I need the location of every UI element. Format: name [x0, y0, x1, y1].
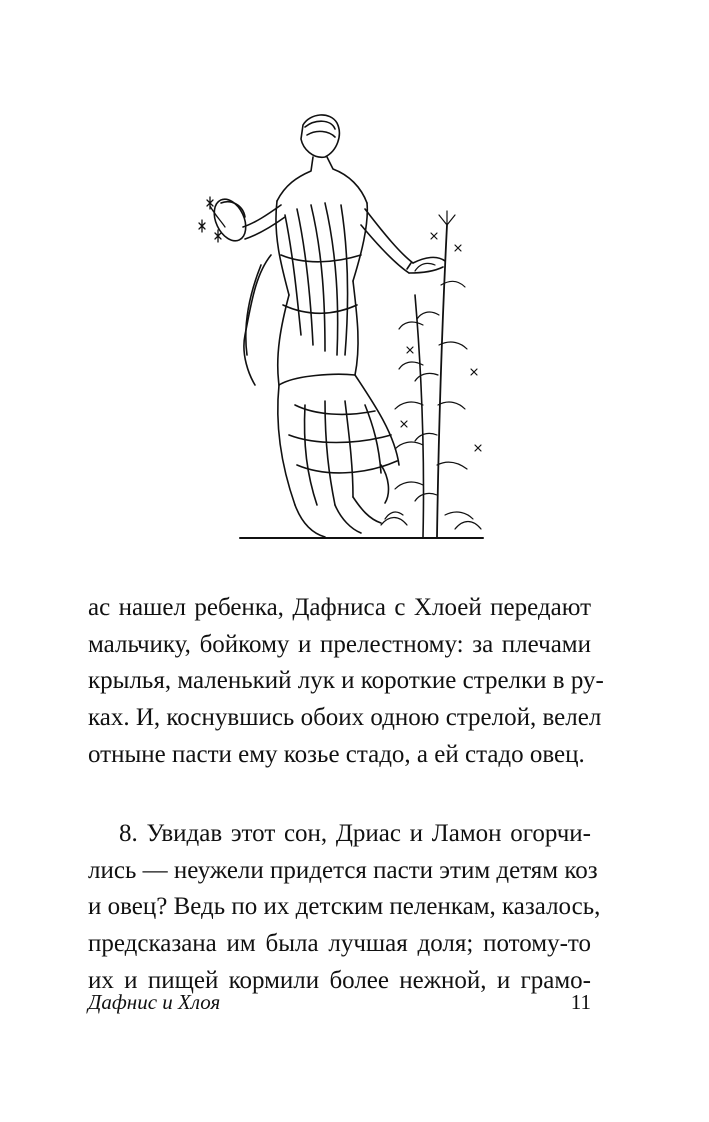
text-line: крылья, маленький лук и короткие стрелки в ру- — [88, 667, 604, 695]
text-line: их и пищей кормили более нежной, и грамо- — [88, 966, 591, 994]
paragraph-1 — [88, 590, 604, 774]
text-line: 8. Увидав этот сон, Дриас и Ламон огорчи- — [119, 820, 591, 847]
text-line: и овец? Ведь по их детским пеленкам, казалось, — [88, 893, 601, 921]
flora-figure-illustration — [185, 105, 490, 550]
text-line: мальчику, бойкому и прелестному: за плечами — [88, 630, 591, 658]
text-line: лись — неужели придется пасти этим детям коз — [88, 856, 598, 884]
page-footer — [88, 990, 591, 1015]
running-title: Дафнис и Хлоя — [88, 990, 221, 1014]
text-line: предсказана им была лучшая доля; потому-то — [88, 930, 591, 958]
text-line: ас нашел ребенка, Дафниса с Хлоей передают — [88, 594, 591, 621]
text-line: отныне пасти ему козье стадо, а ей стадо овец. — [88, 740, 585, 768]
page-number: 11 — [570, 990, 591, 1014]
paragraph-2 — [88, 816, 601, 1000]
text-line: ках. И, коснувшись обоих одною стрелой, велел — [88, 704, 602, 732]
